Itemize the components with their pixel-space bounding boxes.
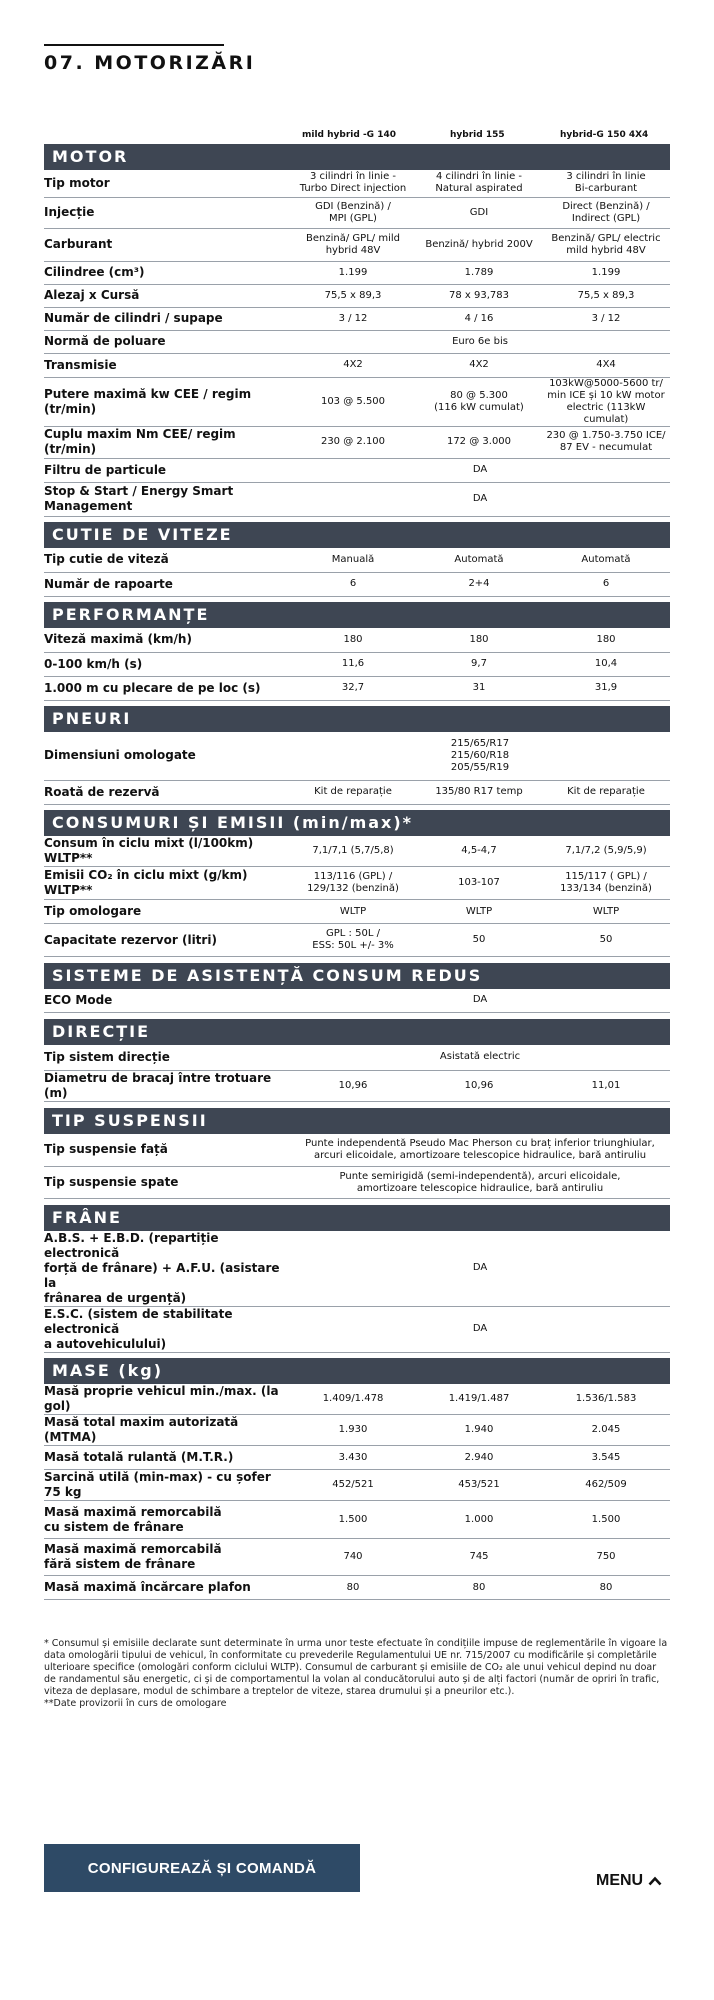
spec-label: ECO Mode (44, 989, 290, 1013)
spec-row (44, 652, 670, 676)
spec-value: 1.536/1.583 (542, 1384, 670, 1415)
spec-value: 1.500 (542, 1501, 670, 1539)
spec-label: Tip sistem direcție (44, 1045, 290, 1071)
spec-value: WLTP (542, 900, 670, 924)
spec-value: 750 (542, 1539, 670, 1576)
spec-value: Benzină/ GPL/ mild hybrid 48V (290, 228, 416, 261)
spec-value: 11,01 (542, 1071, 670, 1102)
spec-value: 10,4 (542, 652, 670, 676)
spec-row (44, 1045, 670, 1071)
spec-value: 180 (416, 628, 542, 652)
spec-value: 4X2 (290, 353, 416, 377)
spec-label: Capacitate rezervor (litri) (44, 924, 290, 957)
spec-value: WLTP (416, 900, 542, 924)
spec-label: Tip cutie de viteză (44, 548, 290, 572)
spec-value: 1.930 (290, 1415, 416, 1446)
spec-value: 3.545 (542, 1446, 670, 1470)
column-header-3: hybrid-G 150 4X4 (560, 130, 649, 140)
spec-value: GDI (416, 197, 542, 228)
spec-label: Roată de rezervă (44, 780, 290, 804)
spec-value: 11,6 (290, 652, 416, 676)
spec-label: Număr de rapoarte (44, 572, 290, 596)
section-title: TIP SUSPENSII (44, 1108, 670, 1134)
spec-value: 75,5 x 89,3 (542, 284, 670, 307)
spec-row (44, 261, 670, 284)
spec-row (44, 900, 670, 924)
spec-value: 3 cilindri în linie - Turbo Direct injection (290, 170, 416, 197)
spec-row (44, 1501, 670, 1539)
spec-label: Filtru de particule (44, 458, 290, 482)
spec-row (44, 989, 670, 1013)
footnote-provisional: **Date provizorii în curs de omologare (44, 1698, 227, 1709)
spec-row (44, 1231, 670, 1307)
spec-value: 452/521 (290, 1470, 416, 1501)
spec-value: 1.199 (290, 261, 416, 284)
section-header (44, 144, 670, 170)
spec-value: 103-107 (416, 867, 542, 900)
spec-value-all: DA (290, 1306, 670, 1352)
spec-row (44, 228, 670, 261)
spec-value: 180 (290, 628, 416, 652)
spec-value: Kit de reparație (542, 780, 670, 804)
spec-label: Sarcină utilă (min-max) - cu șofer 75 kg (44, 1470, 290, 1501)
spec-label: Tip omologare (44, 900, 290, 924)
spec-value: 6 (542, 572, 670, 596)
spec-label: Tip suspensie față (44, 1134, 290, 1167)
section-title: DIRECȚIE (44, 1019, 670, 1045)
spec-label: Injecție (44, 197, 290, 228)
spec-value: 80 (416, 1576, 542, 1600)
spec-value: 462/509 (542, 1470, 670, 1501)
spec-value: GPL : 50L / ESS: 50L +/- 3% (290, 924, 416, 957)
spec-value: 172 @ 3.000 (416, 426, 542, 458)
section-header (44, 1205, 670, 1231)
spec-label: Tip motor (44, 170, 290, 197)
spec-value: 80 @ 5.300 (116 kW cumulat) (416, 377, 542, 426)
spec-row (44, 458, 670, 482)
section-header (44, 522, 670, 548)
section-header (44, 1358, 670, 1384)
spec-value: 3 / 12 (290, 307, 416, 330)
section-title: PNEURI (44, 706, 670, 732)
spec-row (44, 1539, 670, 1576)
spec-value: WLTP (290, 900, 416, 924)
section-title: MASE (kg) (44, 1358, 670, 1384)
spec-row (44, 572, 670, 596)
spec-value: 3.430 (290, 1446, 416, 1470)
footnote-text: * Consumul și emisiile declarate sunt determinate în urma unor teste efectuate în condițiile impuse de reglementările în vigoare la data omologării tipului de vehicul, în conformitate cu prevederile Regulamentului UE nr. 715/2007 cu modificările și completările ulterioare specifice (omologări conform ciclului WLTP). Consumul de carburant și emisiile de CO₂ ale unui vehicul depind nu doar de randamentul său energetic, ci și de comportamentul la volan al conducătorului auto și de alți factori (număr de opriri în trafic, viteza de deplasare, modul de schimbare a treptelor de viteze, starea drumului și a pneurilor etc.). (44, 1638, 668, 1697)
spec-label: Consum în ciclu mixt (l/100km) WLTP** (44, 836, 290, 867)
spec-label: Viteză maximă (km/h) (44, 628, 290, 652)
spec-value: 78 x 93,783 (416, 284, 542, 307)
spec-value: 80 (542, 1576, 670, 1600)
spec-value-all: DA (290, 482, 670, 516)
spec-value: 50 (542, 924, 670, 957)
spec-value: 180 (542, 628, 670, 652)
spec-table (44, 144, 670, 1600)
spec-value: 3 cilindri în linie Bi-carburant (542, 170, 670, 197)
spec-value: 103 @ 5.500 (290, 377, 416, 426)
spec-label: Carburant (44, 228, 290, 261)
spec-value: Automată (542, 548, 670, 572)
spec-value: 1.500 (290, 1501, 416, 1539)
spec-row (44, 1306, 670, 1352)
spec-value-all: DA (290, 1231, 670, 1307)
spec-value-all: DA (290, 989, 670, 1013)
spec-value: 1.000 (416, 1501, 542, 1539)
spec-row (44, 548, 670, 572)
spec-row (44, 1576, 670, 1600)
spec-value: Automată (416, 548, 542, 572)
spec-value: 135/80 R17 temp (416, 780, 542, 804)
spec-value: 3 / 12 (542, 307, 670, 330)
spec-row (44, 1167, 670, 1199)
spec-value: 1.789 (416, 261, 542, 284)
spec-value: 453/521 (416, 1470, 542, 1501)
spec-row (44, 1446, 670, 1470)
spec-row (44, 1415, 670, 1446)
spec-row (44, 1071, 670, 1102)
spec-row (44, 482, 670, 516)
spec-value: 31,9 (542, 676, 670, 700)
spec-label: Masă proprie vehicul min./max. (la gol) (44, 1384, 290, 1415)
spec-value: 103kW@5000-5600 tr/ min ICE și 10 kW motor electric (113kW cumulat) (542, 377, 670, 426)
spec-label: Putere maximă kw CEE / regim (tr/min) (44, 377, 290, 426)
spec-label: Dimensiuni omologate (44, 732, 290, 780)
section-title: SISTEME DE ASISTENȚĂ CONSUM REDUS (44, 963, 670, 989)
spec-label: Cuplu maxim Nm CEE/ regim (tr/min) (44, 426, 290, 458)
spec-row (44, 426, 670, 458)
spec-value: 115/117 ( GPL) / 133/134 (benzină) (542, 867, 670, 900)
spec-value: Benzină/ GPL/ electric mild hybrid 48V (542, 228, 670, 261)
section-header (44, 1108, 670, 1134)
spec-row (44, 1134, 670, 1167)
page-title: 07. MOTORIZĂRI (44, 52, 256, 74)
spec-label: Masă maximă remorcabilă cu sistem de frânare (44, 1501, 290, 1539)
spec-label: Normă de poluare (44, 330, 290, 353)
configure-order-button[interactable]: CONFIGUREAZĂ ȘI COMANDĂ (44, 1844, 360, 1892)
spec-row (44, 197, 670, 228)
spec-value: 7,1/7,1 (5,7/5,8) (290, 836, 416, 867)
section-title: PERFORMANȚE (44, 602, 670, 628)
spec-value: 80 (290, 1576, 416, 1600)
spec-value: 31 (416, 676, 542, 700)
title-rule (44, 44, 224, 46)
spec-value-all: Punte independentă Pseudo Mac Pherson cu braț inferior triunghiular, arcuri elicoidale, amortizoare telescopice hidraulice, bară antiruliu (290, 1134, 670, 1167)
spec-value-all: DA (290, 458, 670, 482)
spec-value: 10,96 (416, 1071, 542, 1102)
spec-label: Tip suspensie spate (44, 1167, 290, 1199)
spec-value: Benzină/ hybrid 200V (416, 228, 542, 261)
spec-value-all: Euro 6e bis (290, 330, 670, 353)
spec-label: 0-100 km/h (s) (44, 652, 290, 676)
spec-value: 2.045 (542, 1415, 670, 1446)
spec-value: 1.940 (416, 1415, 542, 1446)
spec-row (44, 1384, 670, 1415)
spec-value-all: 215/65/R17 215/60/R18 205/55/R19 (290, 732, 670, 780)
spec-label: E.S.C. (sistem de stabilitate electronică a autovehiculului) (44, 1306, 290, 1352)
spec-value: 6 (290, 572, 416, 596)
spec-value: 230 @ 1.750-3.750 ICE/ 87 EV - necumulat (542, 426, 670, 458)
spec-value: 1.419/1.487 (416, 1384, 542, 1415)
spec-value: Kit de reparație (290, 780, 416, 804)
spec-row (44, 924, 670, 957)
section-title: MOTOR (44, 144, 670, 170)
section-header (44, 1019, 670, 1045)
spec-value: Manuală (290, 548, 416, 572)
spec-label: Alezaj x Cursă (44, 284, 290, 307)
spec-value: 75,5 x 89,3 (290, 284, 416, 307)
spec-value: 113/116 (GPL) / 129/132 (benzină) (290, 867, 416, 900)
spec-value: 1.199 (542, 261, 670, 284)
spec-value: 10,96 (290, 1071, 416, 1102)
spec-value-all: Asistată electric (290, 1045, 670, 1071)
spec-label: A.B.S. + E.B.D. (repartiție electronică forță de frânare) + A.F.U. (asistare la frânarea de urgență) (44, 1231, 290, 1307)
section-header (44, 963, 670, 989)
spec-value: Direct (Benzină) / Indirect (GPL) (542, 197, 670, 228)
spec-row (44, 1470, 670, 1501)
spec-value: 2.940 (416, 1446, 542, 1470)
spec-value: 4X2 (416, 353, 542, 377)
spec-value-all: Punte semirigidă (semi-independentă), arcuri elicoidale, amortizoare telescopice hidraulice, bară antiruliu (290, 1167, 670, 1199)
section-header (44, 602, 670, 628)
spec-value: GDI (Benzină) / MPI (GPL) (290, 197, 416, 228)
section-header (44, 706, 670, 732)
spec-row (44, 170, 670, 197)
spec-value: 2+4 (416, 572, 542, 596)
spec-value: 4 / 16 (416, 307, 542, 330)
spec-label: Transmisie (44, 353, 290, 377)
spec-label: Cilindree (cm³) (44, 261, 290, 284)
spec-label: Masă total maxim autorizată (MTMA) (44, 1415, 290, 1446)
spec-label: Număr de cilindri / supape (44, 307, 290, 330)
spec-row (44, 867, 670, 900)
menu-button[interactable] (596, 1872, 662, 1890)
footnote (44, 1638, 670, 1710)
spec-row (44, 353, 670, 377)
spec-label: Masă maximă remorcabilă fără sistem de frânare (44, 1539, 290, 1576)
spec-value: 4X4 (542, 353, 670, 377)
section-title: CONSUMURI ȘI EMISII (min/max)* (44, 810, 670, 836)
spec-row (44, 284, 670, 307)
spec-value: 4 cilindri în linie - Natural aspirated (416, 170, 542, 197)
spec-value: 4,5-4,7 (416, 836, 542, 867)
spec-label: Diametru de bracaj între trotuare (m) (44, 1071, 290, 1102)
spec-value: 740 (290, 1539, 416, 1576)
section-title: FRÂNE (44, 1205, 670, 1231)
spec-value: 9,7 (416, 652, 542, 676)
section-header (44, 810, 670, 836)
spec-label: Stop & Start / Energy Smart Management (44, 482, 290, 516)
column-header-2: hybrid 155 (450, 130, 505, 140)
column-header-1: mild hybrid -G 140 (302, 130, 396, 140)
spec-value: 7,1/7,2 (5,9/5,9) (542, 836, 670, 867)
spec-row (44, 377, 670, 426)
menu-label: MENU (596, 1872, 644, 1889)
spec-row (44, 676, 670, 700)
spec-label: 1.000 m cu plecare de pe loc (s) (44, 676, 290, 700)
chevron-up-icon (648, 1876, 662, 1886)
spec-label: Masă totală rulantă (M.T.R.) (44, 1446, 290, 1470)
section-title: CUTIE DE VITEZE (44, 522, 670, 548)
spec-label: Emisii CO₂ în ciclu mixt (g/km) WLTP** (44, 867, 290, 900)
spec-value: 32,7 (290, 676, 416, 700)
spec-value: 745 (416, 1539, 542, 1576)
spec-row (44, 836, 670, 867)
spec-row (44, 628, 670, 652)
spec-value: 1.409/1.478 (290, 1384, 416, 1415)
spec-row (44, 732, 670, 780)
spec-row (44, 307, 670, 330)
spec-value: 50 (416, 924, 542, 957)
spec-row (44, 330, 670, 353)
spec-value: 230 @ 2.100 (290, 426, 416, 458)
spec-row (44, 780, 670, 804)
spec-label: Masă maximă încărcare plafon (44, 1576, 290, 1600)
